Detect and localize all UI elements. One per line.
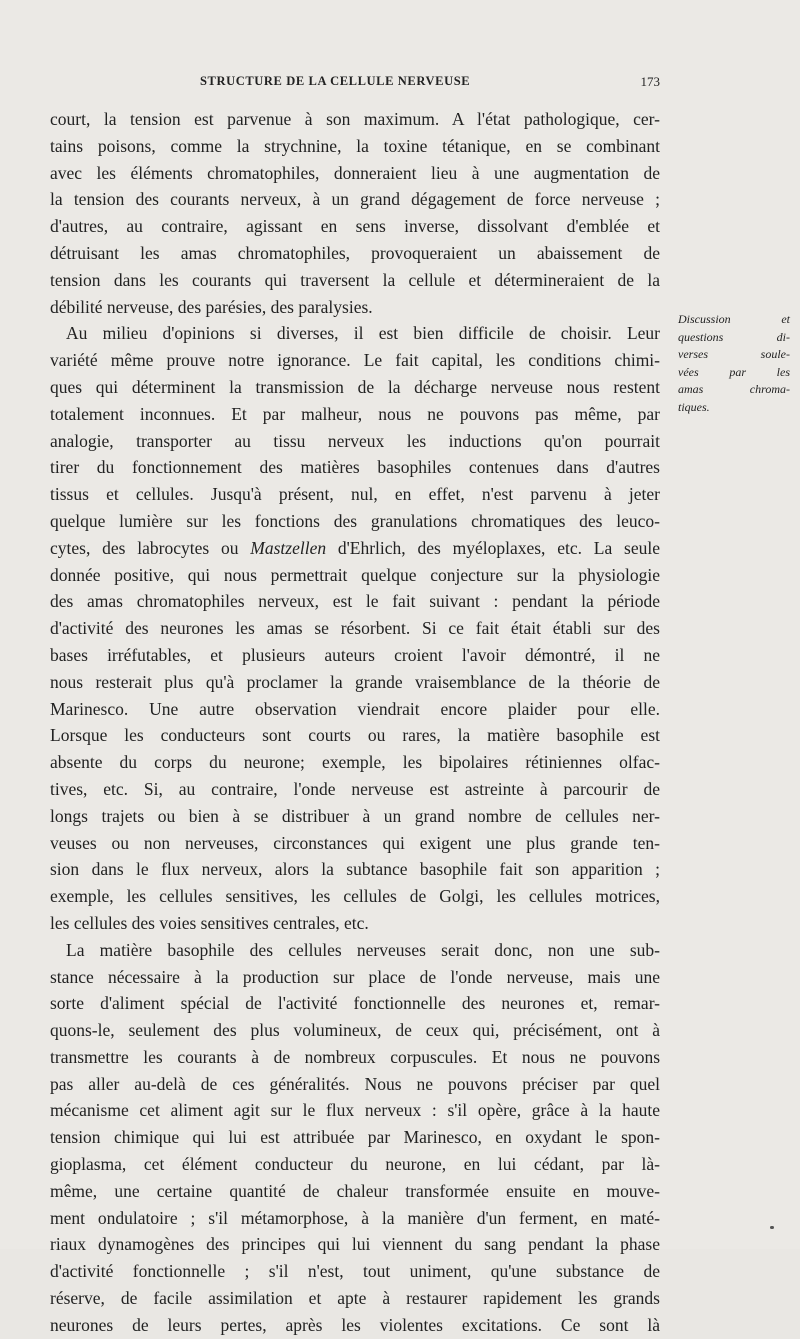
text-line: Lorsque les conducteurs sont courts ou rares, la matière basophile est: [50, 725, 660, 746]
text-line: Marinesco. Une autre observation viendrait encore plaider pour elle.: [50, 698, 660, 719]
margin-note: [678, 311, 790, 416]
body-text: [50, 106, 660, 1339]
text-line: absente du corps du neurone; exemple, les bipolaires rétiniennes olfac-: [50, 752, 660, 773]
text-line: la tension des courants nerveux, à un grand dégagement de force nerveuse ;: [50, 189, 660, 210]
text-line: d'autres, au contraire, agissant en sens inverse, dissolvant d'emblée et: [50, 216, 660, 237]
text-line: débilité nerveuse, des parésies, des paralysies.: [50, 296, 373, 317]
text-line: tives, etc. Si, au contraire, l'onde nerveuse est astreinte à parcourir de: [50, 778, 660, 799]
page-number: 173: [640, 74, 660, 89]
text-line: transmettre les courants à de nombreux corpuscules. Et nous ne pouvons: [50, 1046, 660, 1067]
text-line: sion dans le flux nerveux, alors la subtance basophile fait son apparition ;: [50, 859, 660, 880]
text-line: tissus et cellules. Jusqu'à présent, nul, en effet, n'est parvenu à jeter: [50, 484, 660, 505]
text-line: riaux dynamogènes des principes qui lui viennent du sang pendant la phase: [50, 1234, 660, 1255]
text-line: donnée positive, qui nous permettrait quelque conjecture sur la physiologie: [50, 564, 660, 585]
text-line: La matière basophile des cellules nerveuses serait donc, non une sub-: [66, 939, 660, 960]
margin-note-line: verses soule-: [678, 347, 790, 361]
margin-note-line: vées par les: [678, 364, 790, 379]
text-line: Au milieu d'opinions si diverses, il est bien difficile de choisir. Leur: [66, 323, 660, 344]
margin-note-line: Discussion et: [678, 312, 790, 326]
page-header: [50, 74, 660, 94]
text-line: exemple, les cellules sensitives, les cellules de Golgi, les cellules motrices,: [50, 886, 660, 907]
text-line: tension dans les courants qui traversent la cellule et détermineraient de la: [50, 269, 660, 290]
text-line: longs trajets ou bien à se distribuer à un grand nombre de cellules ner-: [50, 805, 660, 826]
text-line: réserve, de facile assimilation et apte à restaurer rapidement les grands: [50, 1288, 660, 1309]
text-line: d'activité fonctionnelle ; s'il n'est, tout uniment, qu'une substance de: [50, 1261, 660, 1282]
text-line: des amas chromatophiles nerveux, est le fait suivant : pendant la période: [50, 591, 660, 612]
text-line: variété même prouve notre ignorance. Le fait capital, les conditions chimi-: [50, 350, 660, 371]
text-line: tirer du fonctionnement des matières basophiles contenues dans d'autres: [50, 457, 660, 478]
ink-speck: [770, 1226, 774, 1229]
text-line: même, une certaine quantité de chaleur transformée ensuite en mouve-: [50, 1180, 660, 1201]
text-line: d'activité des neurones les amas se résorbent. Si ce fait était établi sur des: [50, 618, 660, 639]
text-line: avec les éléments chromatophiles, donneraient lieu à une augmentation de: [50, 162, 660, 183]
running-head: STRUCTURE DE LA CELLULE NERVEUSE: [200, 74, 471, 88]
text-line: quelque lumière sur les fonctions des granulations chromatiques des leuco-: [50, 510, 660, 531]
text-line: sorte d'aliment spécial de l'activité fonctionnelle des neurones et, remar-: [50, 993, 660, 1014]
text-line: tains poisons, comme la strychnine, la toxine tétanique, en se combinant: [50, 135, 660, 156]
text-line: pas aller au-delà de ces généralités. Nous ne pouvons préciser par quel: [50, 1073, 660, 1094]
text-line: veuses ou non nerveuses, circonstances qui exigent une plus grande ten-: [50, 832, 660, 853]
margin-note-line: tiques.: [678, 399, 710, 414]
text-line: détruisant les amas chromatophiles, provoqueraient un abaissement de: [50, 242, 660, 263]
text-line: mécanisme cet aliment agit sur le flux nerveux : s'il opère, grâce à la haute: [50, 1100, 660, 1121]
margin-note-line: questions di-: [678, 329, 790, 344]
text-line: ques qui déterminent la transmission de la décharge nerveuse nous restent: [50, 376, 660, 397]
text-line: court, la tension est parvenue à son maximum. A l'état pathologique, cer-: [50, 109, 660, 129]
text-line: neurones de leurs pertes, après les violentes excitations. Ce sont là: [50, 1314, 660, 1335]
text-line: les cellules des voies sensitives centrales, etc.: [50, 912, 369, 933]
text-line: analogie, transporter au tissu nerveux les inductions qu'on pourrait: [50, 430, 660, 451]
text-line: nous resterait plus qu'à proclamer la grande vraisemblance de la théorie de: [50, 671, 660, 692]
text-line: stance nécessaire à la production sur place de l'onde nerveuse, mais une: [50, 966, 660, 987]
margin-note-line: amas chroma-: [678, 382, 790, 396]
text-line: bases irréfutables, et plusieurs auteurs croient l'avoir démontré, il ne: [50, 644, 660, 665]
text-line: tension chimique qui lui est attribuée par Marinesco, en oxydant le spon-: [50, 1127, 660, 1148]
text-line: quons-le, seulement des plus volumineux, de ceux qui, précisément, ont à: [50, 1020, 660, 1041]
text-line: gioplasma, cet élément conducteur du neurone, en lui cédant, par là-: [50, 1154, 660, 1175]
text-line: totalement inconnues. Et par malheur, nous ne pouvons pas même, par: [50, 403, 660, 424]
text-line: cytes, des labrocytes ou Mastzellen d'Ehrlich, des myéloplaxes, etc. La seule: [50, 537, 660, 558]
text-line: ment ondulatoire ; s'il métamorphose, à la manière d'un ferment, en maté-: [50, 1207, 660, 1228]
